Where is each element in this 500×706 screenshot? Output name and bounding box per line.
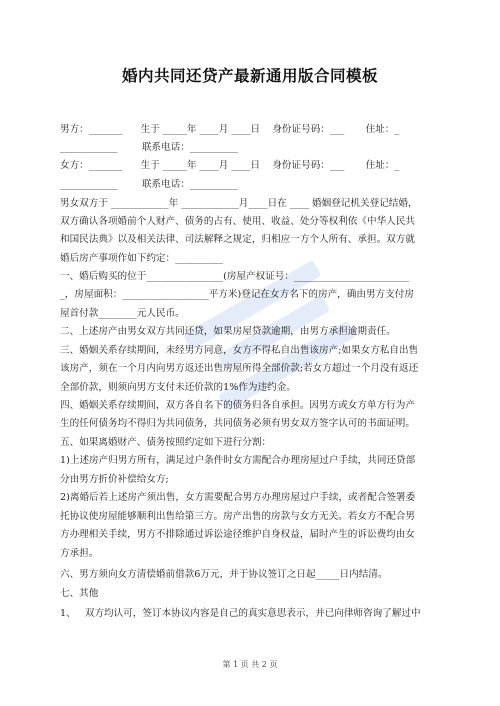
- text-line: 屋首付款________元人民币。: [60, 308, 185, 319]
- text-line: 四、婚姻关系存续期间，双方各自名下的债务归各自承担。因男方或女方单方行为产: [60, 400, 415, 411]
- text-line: 二、上述房产由男女双方共同还贷，如果房屋贷款逾期，由男方承担逾期责任。: [60, 326, 396, 337]
- document-title: 婚内共同还贷产最新通用版合同模板: [121, 67, 378, 85]
- text-line: 五、如果离婚财产、债务按照约定如下进行分割：: [60, 437, 272, 448]
- text-line: 三、婚姻关系存续期间，未经男方同意，女方不得私自出售该房产;如果女方私自出售: [60, 345, 419, 356]
- text-line: 分由男方折价补偿给女方;: [60, 474, 169, 485]
- text-line: 2)离婚后若上述房产须出售，女方需要配合男方办理房屋过户手续，或者配合签署委: [60, 492, 416, 503]
- text-line: 六、男方须向女方清偿婚前借款6万元，并于协议签订之日起_____日内结清。: [60, 569, 388, 580]
- text-line: _，房屋面积：__________________平方米)登记在女方名下的房产，确由男方支付房: [60, 289, 414, 300]
- text-line: 托协议使房屋能够顺利出售给第三方。房产出售的房款与女方无关。若女方不配合男: [60, 511, 415, 522]
- text-line: 女方：_______ 生于 _____年 ____月 ____日 身份证号码：___ 住址：_: [60, 160, 400, 171]
- text-line: 1、 双方均认可，签订本协议内容是自己的真实意思表示，并已向律师咨询了解过中: [60, 608, 421, 619]
- text-line: 1)上述房产归男方所有，满足过户条件时女方需配合办理房屋过户手续，共同还贷部: [60, 455, 416, 466]
- text-line: 生的任何债务均不得归为共同债务，共同债务必须有男女双方签字认可的书面证明。: [60, 418, 415, 429]
- text-line: 双方确认各项婚前个人财产、债务的占有、使用、收益、处分等权利依《中华人民共: [60, 216, 415, 227]
- text-line: 该房产，须在一个月内向男方返还出售房屋所得全部价款;若女方超过一个月没有返还: [60, 363, 419, 374]
- page-number: 第 1 页 共 2 页: [222, 660, 278, 669]
- text-line: 男方：_______ 生于 _____年 ____月 ____日 身份证号码：___ 住址：_: [60, 124, 400, 135]
- text-line: 和国民法典》以及相关法律、司法解释之规定，归相应一方个人所有、承担。双方就: [60, 234, 415, 245]
- text-line: 一、婚后购买的位于________________(房屋产权证号：________________________: [60, 271, 410, 282]
- text-line: 全部价款，则须向男方支付未还价款的1%作为违约金。: [60, 382, 296, 393]
- text-line: 男女双方于 ____________年 ____________月____日在 ____ 婚姻登记机关登记结婚，: [60, 198, 418, 209]
- text-line: 方承担。: [60, 548, 99, 559]
- text-line: 婚后房产事项作如下约定：__________: [60, 253, 224, 264]
- text-line: ____________ 联系电话：__________: [60, 179, 238, 190]
- text-line: ____________ 联系电话：__________: [60, 142, 238, 153]
- text-line: 方办理相关手续，男方不排除通过诉讼途径维护自身权益，届时产生的诉讼费均由女: [60, 529, 415, 540]
- text-line: 七、其他: [60, 588, 99, 599]
